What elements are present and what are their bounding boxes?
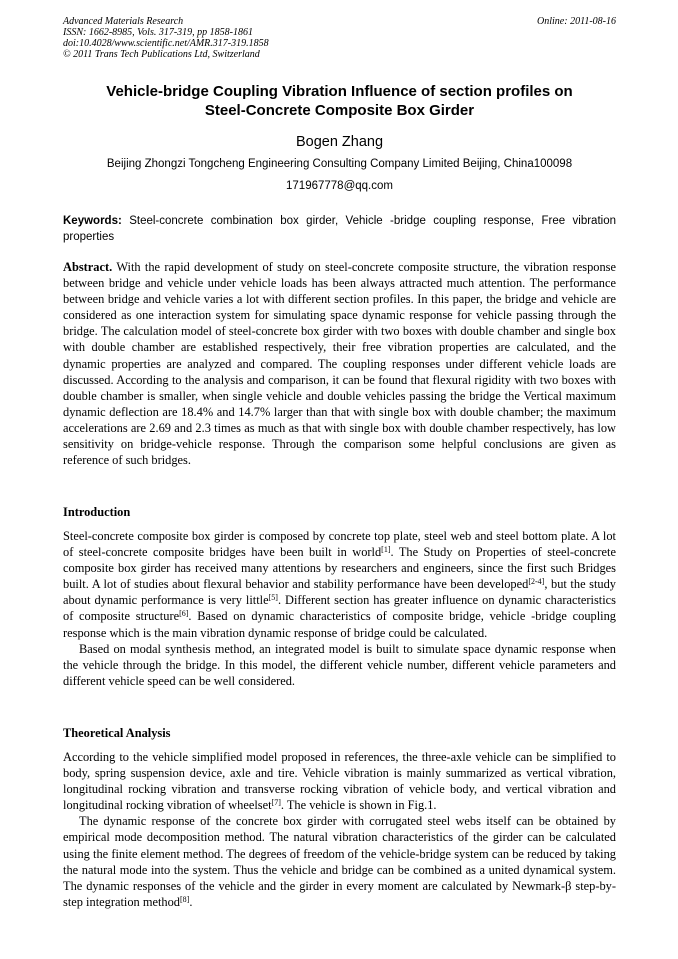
introduction-section [63, 528, 616, 689]
author-email: 171967778@qq.com [286, 180, 393, 192]
theoretical-analysis-heading: Theoretical Analysis [63, 726, 171, 740]
introduction-heading: Introduction [63, 505, 131, 519]
author-affiliation: Beijing Zhongzi Tongcheng Engineering Consulting Company Limited Beijing, China100098 [106, 158, 573, 170]
intro-p1-text-b: . The Study on Properties of steel-concrete composite box girder has received many attentions by researchers and engineers, since the first such Bridges built. A lot of studies about flexural behavior and stability performance have been developed [63, 545, 617, 592]
online-date: Online: 2011-08-16 [537, 16, 616, 27]
citation-ref-5: [5] [268, 593, 278, 603]
citation-ref-6: [6] [179, 609, 189, 619]
theory-paragraph-1 [63, 749, 616, 813]
journal-issn: ISSN: 1662-8985, Vols. 317-319, pp 1858-1861 [63, 27, 253, 38]
author-name: Bogen Zhang [295, 134, 384, 150]
theory-p1-text-a: According to the vehicle simplified model proposed in references, the three-axle vehicle can be simplified to body, spring suspension device, axle and tire. Vehicle vibration is mainly summarized as vertical vibration, longitudinal rocking vibration and transverse rocking vibration of vehicle body, and vertical vibration and longitudinal rocking vibration of wheelset [63, 750, 616, 813]
citation-ref-7: [7] [271, 798, 281, 808]
intro-p1-text-e: . Based on dynamic characteristics of composite bridge, vehicle -bridge coupling response which is the main vibration dynamic response of bridge could be calculated. [63, 609, 616, 640]
intro-p1-text-d: . Different section has greater influence on dynamic characteristics of composite structure [63, 593, 617, 624]
citation-ref-2-4: [2-4] [528, 577, 545, 587]
keywords-label: Keywords: [63, 215, 122, 227]
theory-p2-text-a: The dynamic response of the concrete box girder with corrugated steel webs itself can be obtained by empirical mode decomposition method. The natural vibration characteristics of the girder can be calculated using the finite element method. The degrees of freedom of the vehicle-bridge system can be reduced by taking the natural mode into the system. Thus the vehicle and bridge can be combined as a united dynamical system. The dynamic responses of the vehicle and the girder in every moment are calculated by Newmark-β step-by-step integration method [63, 814, 616, 909]
keywords-text: Steel-concrete combination box girder, Vehicle -bridge coupling response, Free vibration properties [63, 215, 616, 243]
title-line-1: Vehicle-bridge Coupling Vibration Influence of section profiles on [106, 83, 573, 100]
journal-header [63, 16, 616, 60]
theoretical-analysis-section [63, 749, 616, 910]
paper-title [63, 82, 616, 120]
intro-p1-text-a: Steel-concrete composite box girder is composed by concrete top plate, steel web and steel bottom plate. A lot of steel-concrete composite bridges have been built in world [63, 529, 616, 560]
citation-ref-8: [8] [180, 894, 190, 904]
title-line-2: Steel-Concrete Composite Box Girder [204, 102, 475, 119]
journal-doi: doi:10.4028/www.scientific.net/AMR.317-319.1858 [63, 38, 269, 49]
abstract [63, 259, 616, 468]
keywords [63, 213, 616, 245]
citation-ref-1: [1] [381, 545, 391, 555]
intro-p1-text-c: , but the study about dynamic performance is very little [63, 577, 616, 608]
theory-p2-text-b: . [189, 894, 193, 909]
theory-p1-text-b: . The vehicle is shown in Fig.1. [280, 798, 437, 813]
introduction-paragraph-1 [63, 528, 616, 641]
journal-copyright: © 2011 Trans Tech Publications Ltd, Switzerland [63, 49, 260, 60]
introduction-paragraph-2: Based on modal synthesis method, an integrated model is built to simulate space dynamic response when the vehicle through the bridge. In this model, the different vehicle number, different vehicle parameters and different vehicle speed can be well considered. [63, 641, 616, 688]
abstract-text: With the rapid development of study on steel-concrete composite structure, the vibration response between bridge and vehicle under vehicle loads has been always attracted much attention. The performance between bridge and vehicle varies a lot with different section profiles. In this paper, the bridge and vehicle are considered as one interaction system for simulating space dynamic response for vehicle passing through the bridge. The calculation model of steel-concrete box girder with two boxes with double chamber and single box with double chamber are established respectively, their free vibration properties are calculated, and the dynamic properties are analyzed and compared. The coupling responses under different vehicle loads are discussed. According to the analysis and comparison, it can be found that flexural rigidity with two boxes with double chamber is smaller, when single vehicle and double vehicles passing the bridge the Vertical maximum dynamic deflection are 18.4% and 14.7% larger than that with single box with double chamber; the maximum accelerations are 2.69 and 2.3 times as much as that with single box with double chamber respectively, has low sensitivity on bridge-vehicle response. Through the comparison some helpful conclusions are given as reference of such bridges. [63, 260, 616, 468]
journal-name: Advanced Materials Research [63, 16, 184, 27]
abstract-label: Abstract. [63, 260, 113, 274]
theory-paragraph-2 [63, 813, 616, 910]
